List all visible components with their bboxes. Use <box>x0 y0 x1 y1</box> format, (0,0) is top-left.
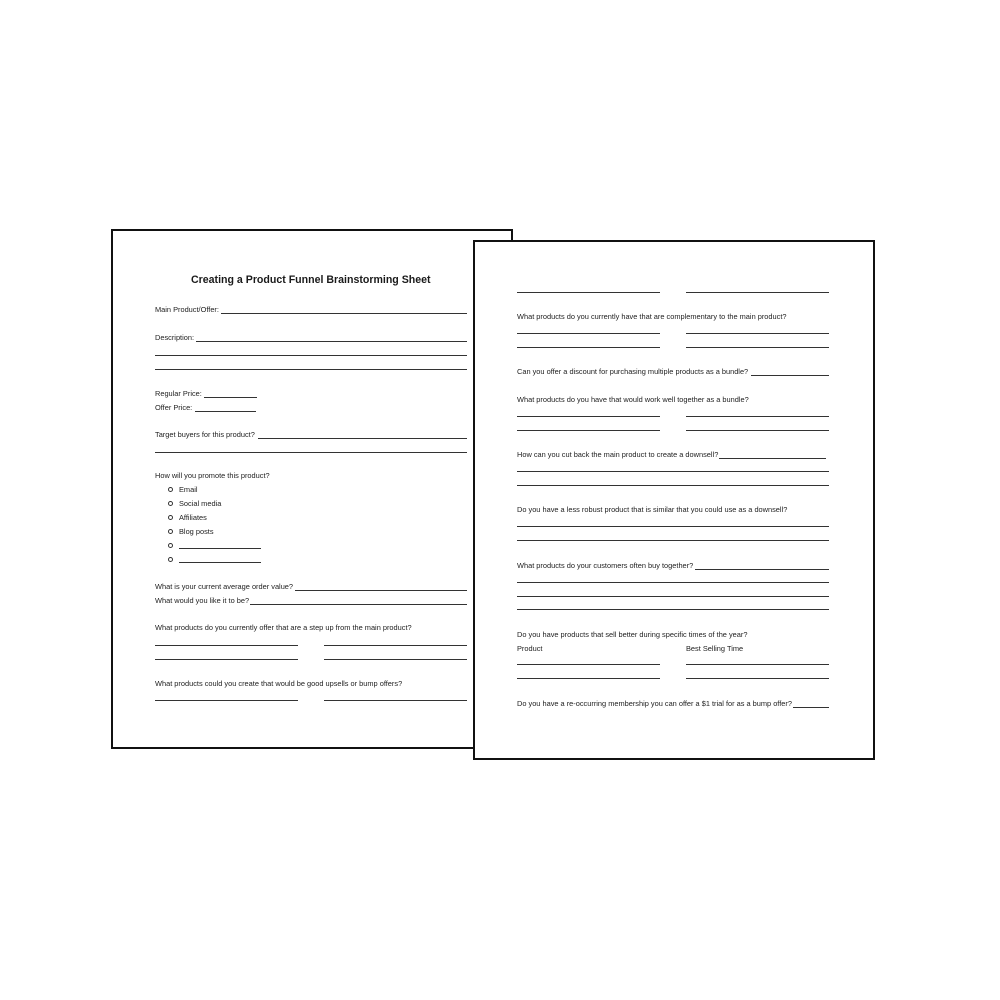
seasonal-product-field[interactable] <box>517 664 660 665</box>
step-up-field[interactable] <box>324 645 467 646</box>
bundle-field[interactable] <box>517 416 660 417</box>
desired-aov-field[interactable] <box>250 604 467 605</box>
worksheet-page-1 <box>111 229 513 749</box>
complementary-field[interactable] <box>686 333 829 334</box>
step-up-field[interactable] <box>324 659 467 660</box>
cut-back-field[interactable] <box>517 471 829 472</box>
complementary-field[interactable] <box>517 347 660 348</box>
bullet-icon <box>168 501 173 506</box>
seasonal-time-field[interactable] <box>686 664 829 665</box>
description-label: Description: <box>155 333 195 342</box>
membership-question: Do you have a re-occurring membership you can offer a $1 trial for as a bump offer? <box>517 699 792 708</box>
buy-together-field[interactable] <box>695 569 829 570</box>
complementary-field[interactable] <box>517 333 660 334</box>
upsell-field[interactable] <box>155 700 298 701</box>
less-robust-question: Do you have a less robust product that is similar that you could use as a downsell? <box>517 505 788 514</box>
target-buyers-field-1[interactable] <box>258 438 467 439</box>
regular-price-label: Regular Price: <box>155 389 202 398</box>
less-robust-field[interactable] <box>517 526 829 527</box>
desired-aov-label: What would you like it to be? <box>155 596 250 605</box>
bullet-icon <box>168 487 173 492</box>
best-time-column-header: Best Selling Time <box>686 644 744 653</box>
promote-other-field-1[interactable] <box>179 548 261 549</box>
cut-back-question: How can you cut back the main product to create a downsell? <box>517 450 719 459</box>
promote-option-social: Social media <box>179 499 222 508</box>
step-up-field[interactable] <box>155 645 298 646</box>
bundle-field[interactable] <box>686 430 829 431</box>
discount-question: Can you offer a discount for purchasing multiple products as a bundle? <box>517 367 749 376</box>
bundle-field[interactable] <box>517 430 660 431</box>
main-product-label: Main Product/Offer: <box>155 305 219 314</box>
continued-field[interactable] <box>517 292 660 293</box>
bullet-icon <box>168 543 173 548</box>
step-up-field[interactable] <box>155 659 298 660</box>
seasonal-product-field[interactable] <box>517 678 660 679</box>
bullet-icon <box>168 515 173 520</box>
step-up-question: What products do you currently offer that are a step up from the main product? <box>155 623 412 632</box>
buy-together-field[interactable] <box>517 582 829 583</box>
buy-together-question: What products do your customers often buy together? <box>517 561 694 570</box>
main-product-field[interactable] <box>221 313 467 314</box>
promote-question: How will you promote this product? <box>155 471 270 480</box>
promote-other-field-2[interactable] <box>179 562 261 563</box>
description-field-2[interactable] <box>155 355 467 356</box>
upsell-question: What products could you create that would be good upsells or bump offers? <box>155 679 403 688</box>
less-robust-field[interactable] <box>517 540 829 541</box>
cut-back-field[interactable] <box>719 458 826 459</box>
cut-back-field[interactable] <box>517 485 829 486</box>
offer-price-label: Offer Price: <box>155 403 193 412</box>
product-column-header: Product <box>517 644 543 653</box>
buy-together-field[interactable] <box>517 596 829 597</box>
seasonal-time-field[interactable] <box>686 678 829 679</box>
sheet-title: Creating a Product Funnel Brainstorming Sheet <box>191 274 431 286</box>
bullet-icon <box>168 529 173 534</box>
promote-option-blog: Blog posts <box>179 527 214 536</box>
buy-together-field[interactable] <box>517 609 829 610</box>
complementary-field[interactable] <box>686 347 829 348</box>
promote-option-affiliates: Affiliates <box>179 513 207 522</box>
target-buyers-label: Target buyers for this product? <box>155 430 255 439</box>
regular-price-field[interactable] <box>204 397 257 398</box>
target-buyers-field-2[interactable] <box>155 452 467 453</box>
current-aov-label: What is your current average order value? <box>155 582 294 591</box>
upsell-field[interactable] <box>324 700 467 701</box>
worksheet-page-2 <box>473 240 875 760</box>
seasonal-question: Do you have products that sell better during specific times of the year? <box>517 630 748 639</box>
offer-price-field[interactable] <box>195 411 256 412</box>
discount-field[interactable] <box>751 375 829 376</box>
membership-field[interactable] <box>793 707 829 708</box>
description-field-1[interactable] <box>196 341 467 342</box>
complementary-question: What products do you currently have that are complementary to the main product? <box>517 312 787 321</box>
bullet-icon <box>168 557 173 562</box>
description-field-3[interactable] <box>155 369 467 370</box>
promote-option-email: Email <box>179 485 198 494</box>
continued-field[interactable] <box>686 292 829 293</box>
bundle-question: What products do you have that would work well together as a bundle? <box>517 395 749 404</box>
current-aov-field[interactable] <box>295 590 467 591</box>
bundle-field[interactable] <box>686 416 829 417</box>
